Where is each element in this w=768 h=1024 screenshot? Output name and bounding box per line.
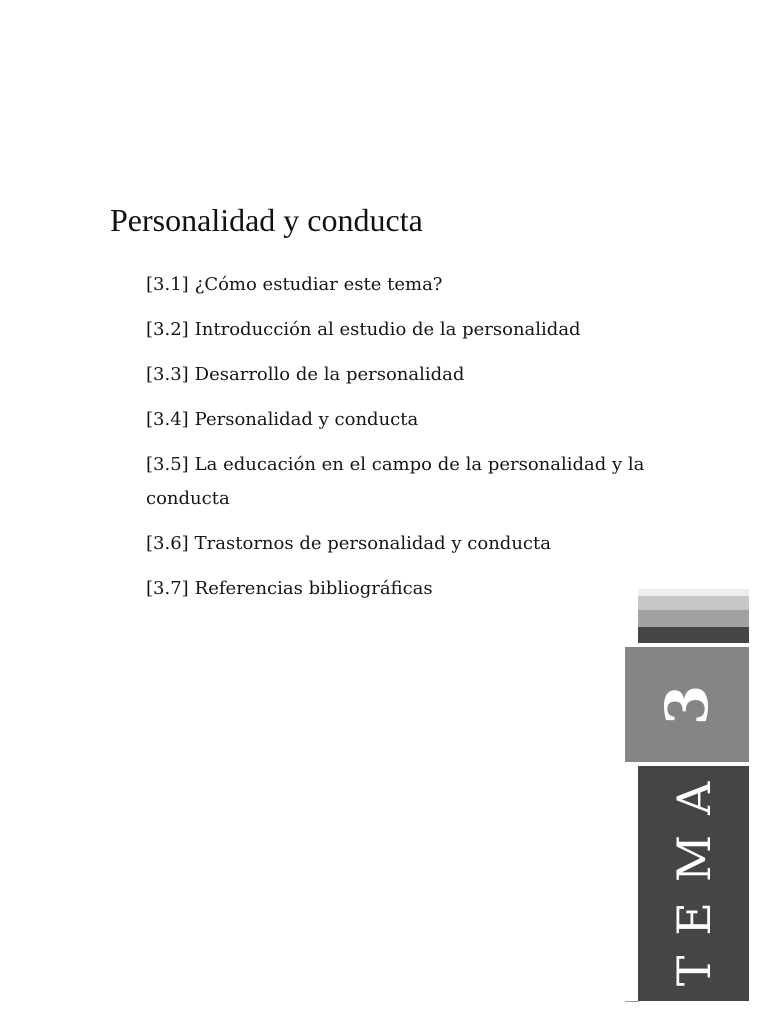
toc-item-number: [3.5] [146,454,189,475]
tab-stripe-dark [638,627,749,643]
toc-item-number: [3.6] [146,533,189,554]
toc-item-number: [3.4] [146,409,189,430]
toc-item-text: Personalidad y conducta [194,409,419,430]
page-title: Personalidad y conducta [110,202,423,238]
chapter-number-block [625,647,749,762]
tab-stripe-medium [638,610,749,627]
toc-item-number: [3.7] [146,578,189,599]
toc-item-text: Desarrollo de la personalidad [194,364,465,385]
toc-item-text: Introducción al estudio de la personalidad [194,319,581,340]
toc-item-number: [3.1] [146,274,189,295]
toc-item-3-4 [146,403,666,437]
toc-item-text: Referencias bibliográficas [194,578,433,599]
toc-item-number: [3.3] [146,364,189,385]
toc-item-3-7 [146,572,666,606]
chapter-label-block [638,761,749,1001]
toc-item-text: ¿Cómo estudiar este tema? [194,274,443,295]
chapter-number: 3 [653,684,721,725]
toc-item-number: [3.2] [146,319,189,340]
tab-stripe-lightest [638,589,749,596]
toc-item-3-1 [146,268,666,302]
toc-item-text: La educación en el campo de la personalidad y la conducta [146,454,645,509]
toc-item-text: Trastornos de personalidad y conducta [194,533,551,554]
tab-stripe-light [638,596,749,610]
toc-item-3-5 [146,448,666,516]
toc-item-3-6 [146,527,666,561]
chapter-label: TEMA [666,761,721,986]
toc-item-3-3 [146,358,666,392]
toc-item-3-2 [146,313,666,347]
table-of-contents [146,268,666,617]
tab-baseline-rule [625,1001,639,1002]
